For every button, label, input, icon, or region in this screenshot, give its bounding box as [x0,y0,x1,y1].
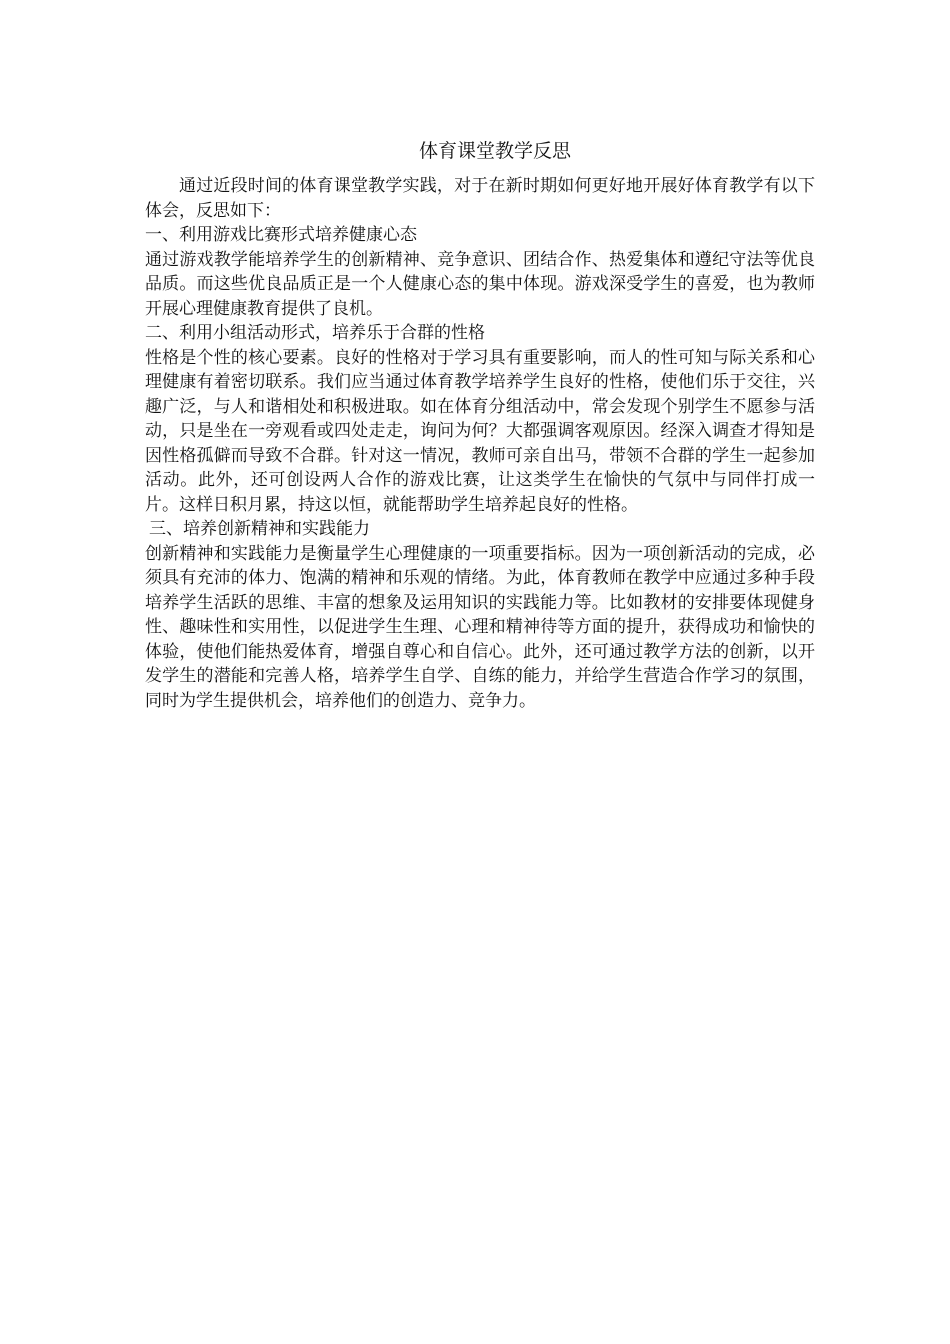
section-heading-2: 二、利用小组活动形式，培养乐于合群的性格 [145,323,485,343]
section-body-2: 性格是个性的核心要素。良好的性格对于学习具有重要影响，而人的性可知与际关系和心理健康有着密切联系。我们应当通过体育教学培养学生良好的性格，使他们乐于交往，兴趣广泛，与人和谐相处和积极进取。如在体育分组活动中，常会发现个别学生不愿参与活动，只是坐在一旁观看或四处走走，询问为何？大都强调客观原因。经深入调查才得知是因性格孤僻而导致不合群。针对这一情况，教师可亲自出马，带领不合群的学生一起参加活动。此外，还可创设两人合作的游戏比赛，让这类学生在愉快的气氛中与同伴打成一片。这样日积月累，持这以恒，就能帮助学生培养起良好的性格。 [145,347,815,515]
intro-paragraph: 通过近段时间的体育课堂教学实践，对于在新时期如何更好地开展好体育教学有以下体会，反思如下： [145,176,815,221]
section-body-3: 创新精神和实践能力是衡量学生心理健康的一项重要指标。因为一项创新活动的完成，必须具有充沛的体力、饱满的精神和乐观的情绪。为此，体育教师在教学中应通过多种手段培养学生活跃的思维、丰富的想象及运用知识的实践能力等。比如教材的安排要体现健身性、趣味性和实用性，以促进学生生理、心理和精神待等方面的提升，获得成功和愉快的体验，使他们能热爱体育，增强自尊心和自信心。此外，还可通过教学方法的创新，以开发学生的潜能和完善人格，培养学生自学、自练的能力，并给学生营造合作学习的氛围，同时为学生提供机会，培养他们的创造力、竞争力。 [145,543,815,711]
document-content [145,136,815,713]
section-heading-1: 一、利用游戏比赛形式培养健康心态 [145,225,417,245]
section-body-1: 通过游戏教学能培养学生的创新精神、竞争意识、团结合作、热爱集体和遵纪守法等优良品质。而这些优良品质正是一个人健康心态的集中体现。游戏深受学生的喜爱，也为教师开展心理健康教育提供了良机。 [145,249,815,319]
document-title: 体育课堂教学反思 [418,140,571,162]
section-heading-3: 三、培养创新精神和实践能力 [149,519,370,539]
